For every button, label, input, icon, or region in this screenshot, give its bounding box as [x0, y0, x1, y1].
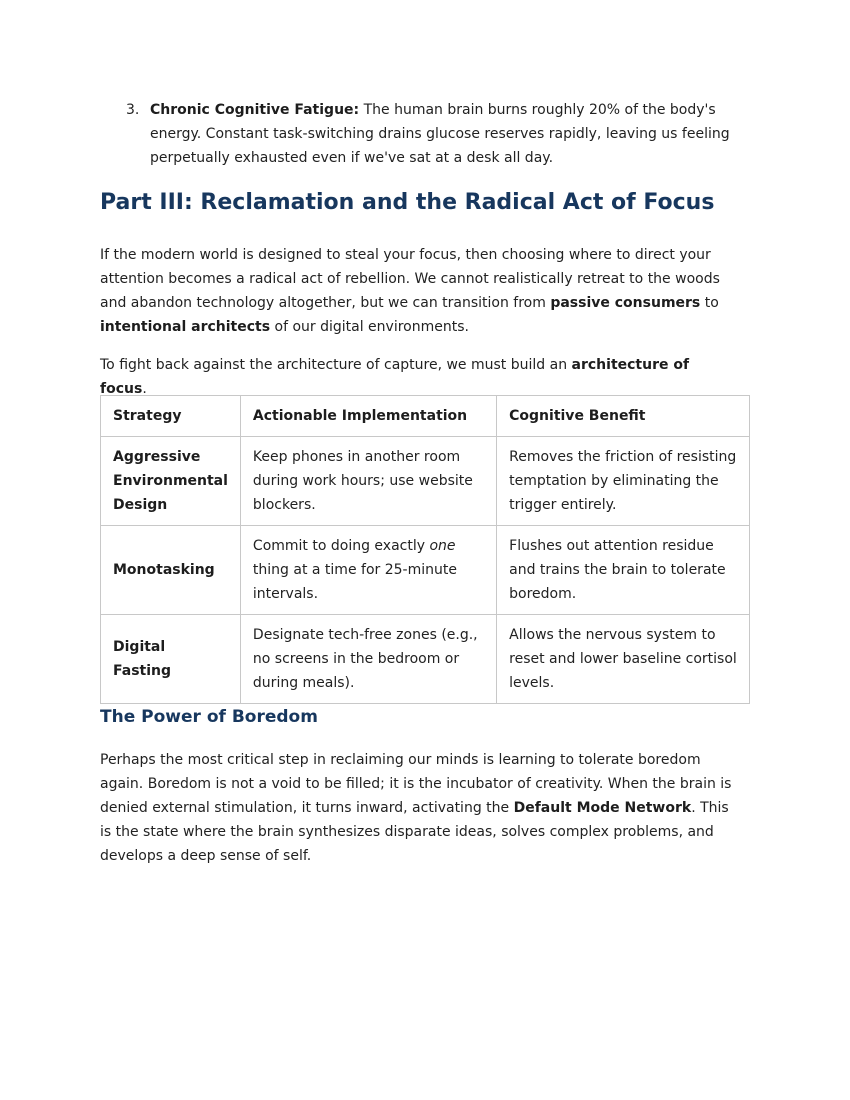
benefit-cell: Allows the nervous system to reset and lower baseline cortisol levels. [497, 615, 750, 704]
header-benefit: Cognitive Benefit [497, 396, 750, 437]
table-row [101, 437, 750, 526]
implementation-emphasis: one [429, 538, 456, 554]
intro-text-2: to [700, 295, 719, 311]
implementation-text-after: thing at a time for 25-minute intervals. [252, 562, 457, 602]
list-item-body [150, 98, 766, 170]
lead-in-text-1: To fight back against the architecture of capture, we must build an [100, 357, 572, 373]
implementation-cell [240, 437, 496, 526]
implementation-cell [240, 526, 496, 615]
lead-in-bold: architecture of focus [100, 357, 690, 397]
list-item-text: The human brain burns roughly 20% of the body's energy. Constant task-switching drains glucose reserves rapidly, leaving us feeling perpetually exhausted even if we've sat at a desk all day. [150, 102, 730, 166]
lead-in-paragraph [100, 353, 740, 401]
implementation-text: Keep phones in another room during work hours; use website blockers. [252, 449, 473, 513]
closing-text-2: . This is the state where the brain synthesizes disparate ideas, solves complex problems, and develops a deep sense of self. [100, 800, 729, 864]
strategy-cell: Monotasking [101, 526, 241, 615]
header-implementation: Actionable Implementation [240, 396, 496, 437]
implementation-text: Commit to doing exactly [252, 538, 430, 554]
strategy-cell: Aggressive Environmental Design [101, 437, 241, 526]
implementation-text: Designate tech-free zones (e.g., no screens in the bedroom or during meals). [252, 627, 478, 691]
lead-in-text-2: . [142, 381, 147, 397]
list-number: 3. [126, 102, 140, 118]
closing-text-1: Perhaps the most critical step in reclaiming our minds is learning to tolerate boredom again. Boredom is not a void to be filled; it is the incubator of creativity. When the brain is denied external stimulation, it turns inward, activating the [100, 752, 732, 816]
intro-paragraph [100, 243, 740, 339]
implementation-cell [240, 615, 496, 704]
table-header-row [101, 396, 750, 437]
section-heading: Part III: Reclamation and the Radical Act of Focus [100, 190, 715, 215]
intro-bold-2: intentional architects [100, 319, 271, 335]
list-item-term: Chronic Cognitive Fatigue: [150, 102, 360, 118]
intro-text-1: If the modern world is designed to steal your focus, then choosing where to direct your attention becomes a radical act of rebellion. We cannot realistically retreat to the woods and abandon technology altogether, but we can transition from [100, 247, 720, 311]
intro-bold-1: passive consumers [550, 295, 701, 311]
closing-paragraph [100, 748, 740, 868]
strategy-cell: Digital Fasting [101, 615, 241, 704]
numbered-list-item [126, 98, 766, 170]
closing-bold: Default Mode Network [513, 800, 692, 816]
benefit-cell: Flushes out attention residue and trains the brain to tolerate boredom. [497, 526, 750, 615]
header-strategy: Strategy [101, 396, 241, 437]
table-row [101, 615, 750, 704]
intro-text-3: of our digital environments. [270, 319, 469, 335]
benefit-cell: Removes the friction of resisting temptation by eliminating the trigger entirely. [497, 437, 750, 526]
subheading: The Power of Boredom [100, 707, 318, 727]
strategy-table [100, 395, 750, 704]
table-row [101, 526, 750, 615]
